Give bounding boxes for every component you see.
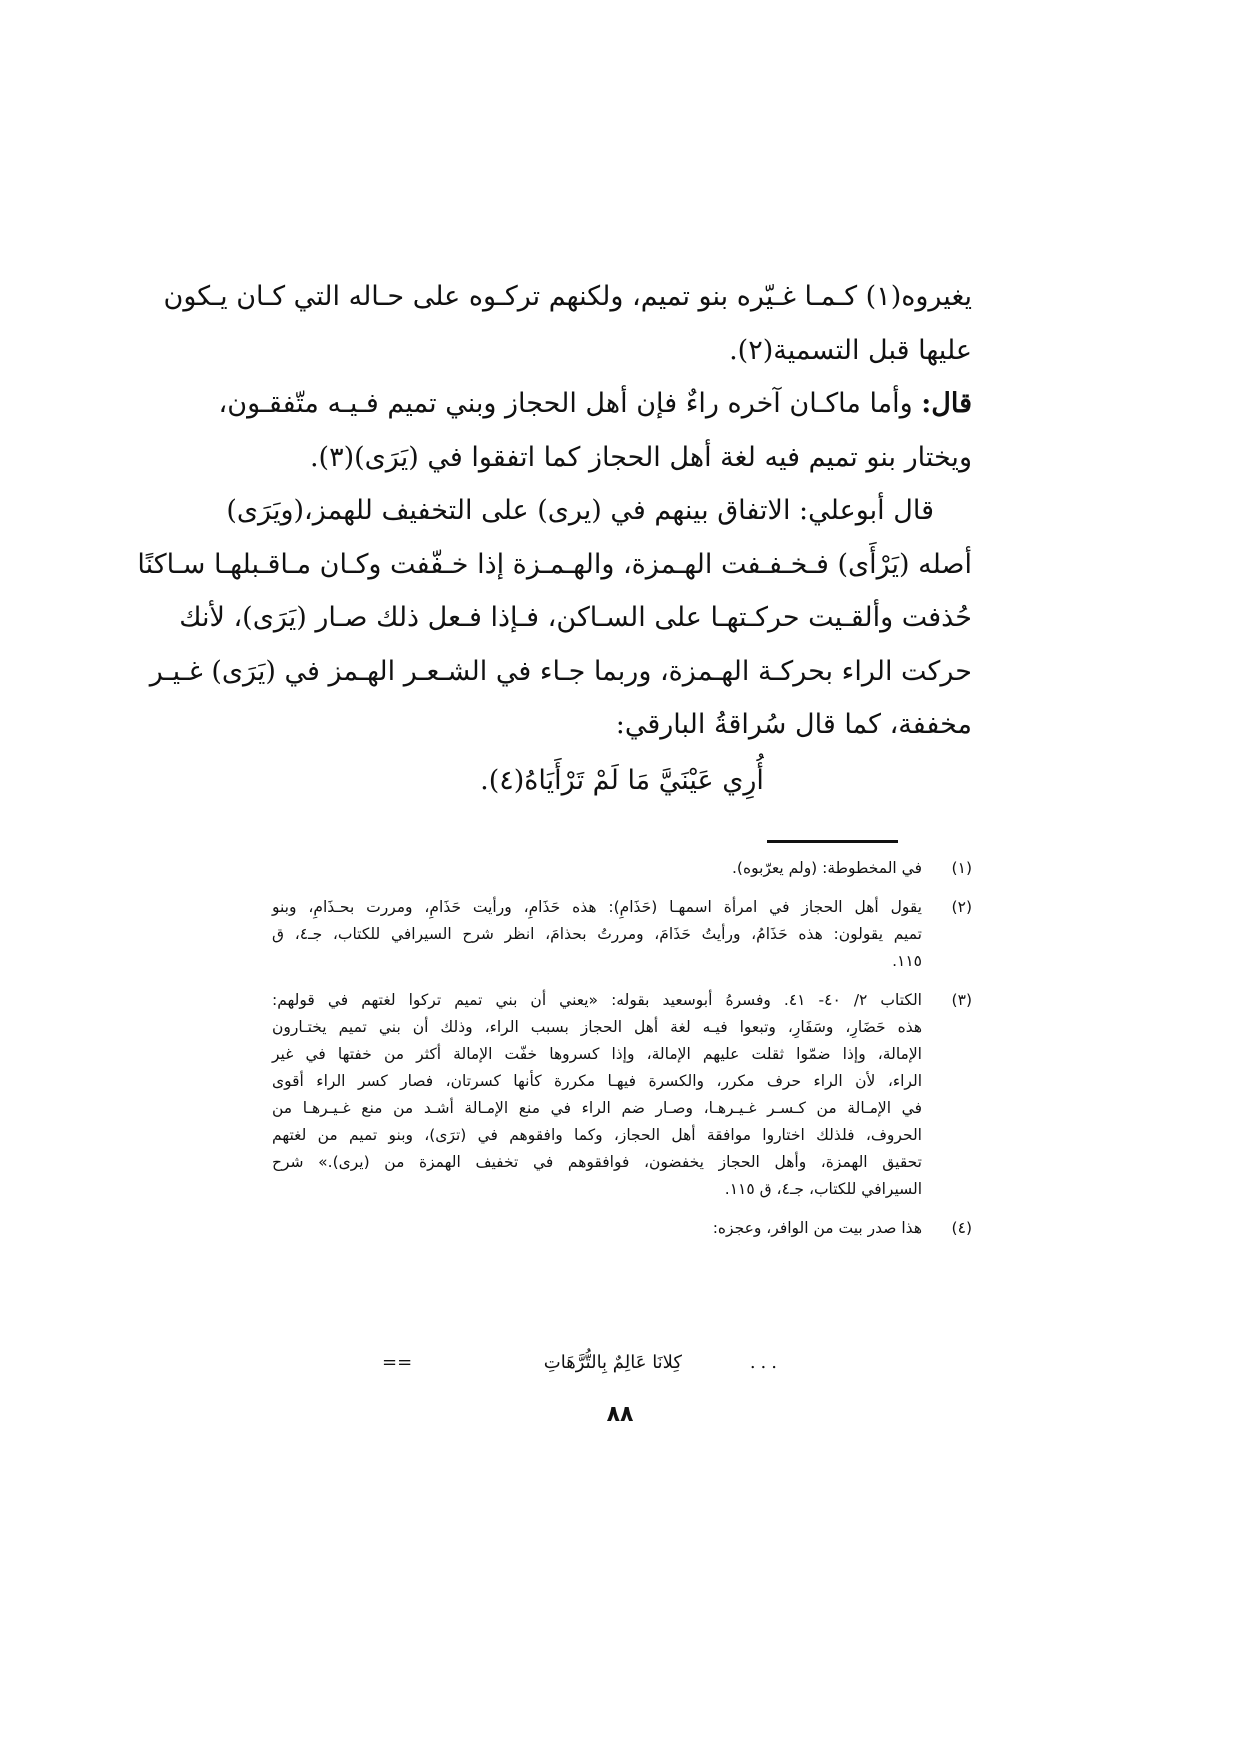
footnote-line: الراء، لأن الراء حرف مكرر، والكسرة فيهـا مكررة كأنها كسرتان، فصار كسر الراء أقوى	[272, 1072, 922, 1090]
footnote-number: (٣)	[951, 991, 972, 1009]
footnote-line: السيرافي للكتاب، جـ٤، ق ١١٥.	[724, 1180, 922, 1198]
text-line-7: حُذفت وألقـيت حركـتهـا على السـاكن، فـإذا فـعل ذلك صـار (يَرَى)، لأنك	[179, 602, 972, 633]
footnote-line: في الإمـالة من كـسـر غـيـرهـا، وصـار ضم الراء في منع الإمـالة أشـد من منع غـيـرهـا من	[272, 1099, 922, 1117]
footnote-number: (٤)	[951, 1219, 972, 1237]
footnote-number: (٢)	[951, 898, 972, 916]
footnote-line: تميم يقولون: هذه حَذَامُ، ورأيتُ حَذَامَ، ومررتُ بحذامَ، انظر شرح السيرافي للكتاب، جـ٤، ق	[272, 925, 922, 943]
text-line-4: ويختار بنو تميم فيه لغة أهل الحجاز كما اتفقوا في (يَرَى)(٣).	[309, 441, 972, 473]
verse-second-hemistich: كِلانَا عَالِمٌ بِالتُّرَّهَاتِ	[543, 1352, 682, 1373]
footnote-line: الكتاب ٢/ ٤٠- ٤١. وفسرهُ أبوسعيد بقوله: «يعني أن بني تميم تركوا لغتهم في قولهم:	[272, 991, 922, 1009]
footnote-number: (١)	[951, 859, 972, 877]
verse-ellipsis: ...	[749, 1352, 782, 1373]
footnote-line: الإمالة، وإذا ضمّوا ثقلت عليهم الإمالة، وإذا كسروها خفّت الإمالة أكثر من خفتها في غير	[272, 1045, 922, 1063]
footnote-line: هذه حَضَارِ، وسَفَارِ، وتبعوا فيـه لغة أهل الحجاز بسبب الراء، وذلك أن بني تميم يختـارون	[272, 1018, 922, 1036]
qala-label: قال:	[921, 388, 972, 419]
page-number: ٨٨	[606, 1402, 634, 1427]
verse-line: أُرِي عَيْنَيَّ مَا لَمْ تَرْأَيَاهُ(٤).	[480, 764, 764, 796]
text-line-3	[218, 388, 972, 443]
footnote-line: هذا صدر بيت من الوافر، وعجزه:	[712, 1219, 922, 1237]
footnote-line: تحقيق الهمزة، وأهل الحجاز يخفضون، فوافقوهم في تخفيف الهمزة من (يرى).» شرح	[272, 1153, 922, 1171]
footnote-1	[272, 860, 972, 887]
footnote-line: ١١٥.	[892, 952, 922, 970]
footnote-2	[272, 899, 972, 980]
footnote-4	[272, 1220, 972, 1247]
continuation-mark: ==	[382, 1352, 413, 1373]
footnotes	[272, 860, 972, 1247]
text-line-6: أصله (يَرْأَى) فـخـفـفت الهـمزة، والهـمـزة إذا خـفّفت وكـان مـاقـبلهـا سـاكنًا	[137, 548, 972, 580]
footnote-line: الحروف، فلذلك اختاروا موافقة أهل الحجاز، وكما وافقوهم في (ترَى)، وبنو تميم من لغتهم	[272, 1126, 922, 1144]
footnote-3	[272, 992, 972, 1208]
footnote-verse	[272, 1352, 972, 1382]
main-text	[137, 281, 972, 819]
text-line-5: قال أبوعلي: الاتفاق بينهم في (يرى) على التخفيف للهمز،(ويَرَى)	[226, 495, 934, 526]
text-line-3-body: وأما ماكـان آخره راءٌ فإن أهل الحجاز وبني تميم فـيـه متّفقـون،	[218, 388, 913, 419]
text-line-2: عليها قبل التسمية(٢).	[729, 334, 972, 366]
text-line-9: مخففة، كما قال سُراقةُ البارقي:	[615, 709, 972, 740]
text-line-1: يغيروه(١) كـمـا غـيّره بنو تميم، ولكنهم تركـوه على حـاله التي كـان يـكون	[163, 281, 972, 312]
footnote-line: يقول أهل الحجاز في امرأة اسمهـا (حَذَامِ): هذه حَذَامِ، ورأيت حَذَامِ، ومررت بحـذَامِ، وبنو	[272, 898, 922, 916]
footnote-separator	[767, 840, 898, 843]
footnote-line: في المخطوطة: (ولم يعرّبوه).	[731, 859, 922, 877]
text-line-8: حركت الراء بحركـة الهـمزة، وربما جـاء في الشـعـر الهـمز في (يَرَى) غـيـر	[149, 655, 972, 687]
